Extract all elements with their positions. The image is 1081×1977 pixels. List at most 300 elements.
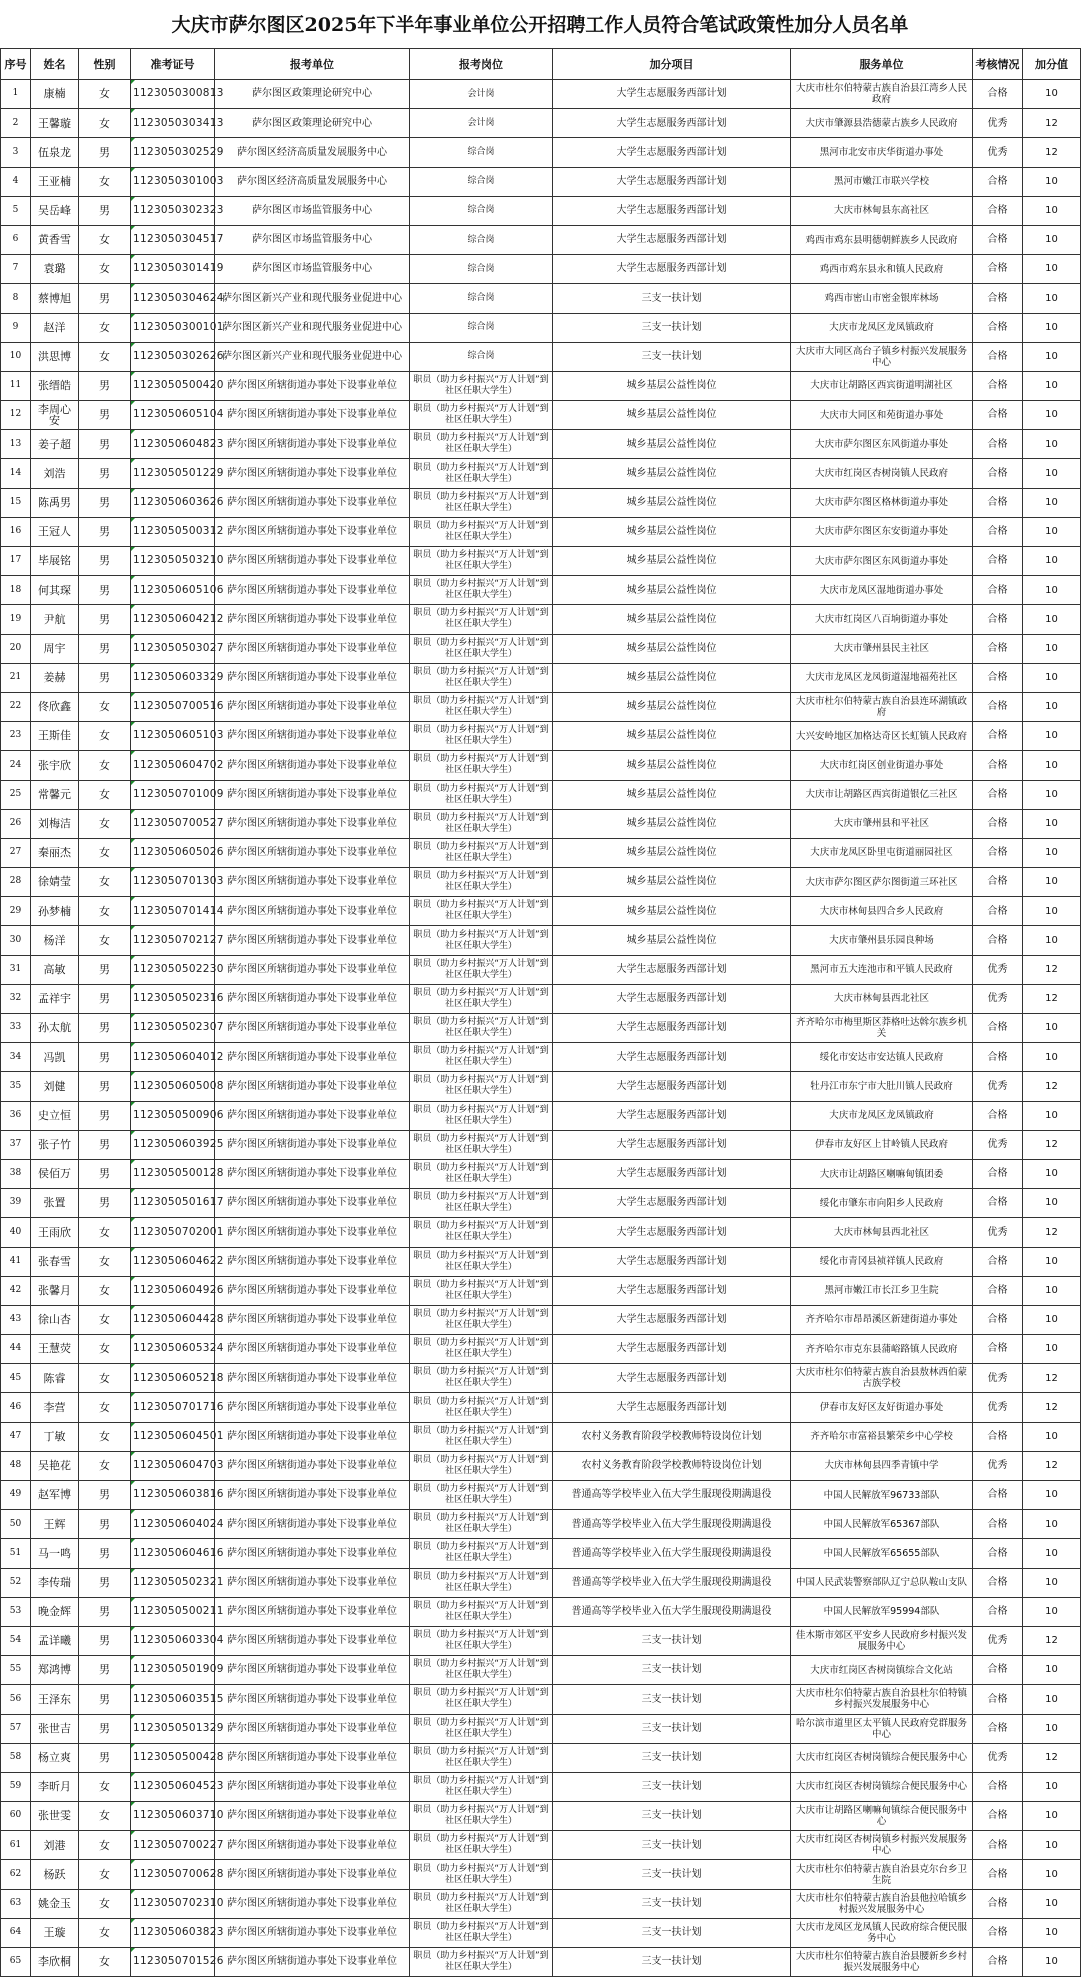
gender-cell: 男 xyxy=(79,663,131,692)
bonus-item-cell: 城乡基层公益性岗位 xyxy=(553,401,791,430)
table-row xyxy=(1,1043,1081,1072)
assessment-cell: 合格 xyxy=(973,1189,1023,1218)
service-unit-cell: 大庆市萨尔图区东安街道办事处 xyxy=(791,517,973,546)
name-cell: 张世雯 xyxy=(31,1802,79,1831)
gender-cell: 男 xyxy=(79,1130,131,1159)
table-row xyxy=(1,1014,1081,1043)
applied-post-cell: 职员（助力乡村振兴“万人计划”到社区任职大学生） xyxy=(410,1189,553,1218)
gender-cell: 女 xyxy=(79,1948,131,1977)
assessment-cell: 优秀 xyxy=(973,1072,1023,1101)
name-cell: 冯凯 xyxy=(31,1043,79,1072)
applied-post-cell: 职员（助力乡村振兴“万人计划”到社区任职大学生） xyxy=(410,1597,553,1626)
applied-unit-cell: 萨尔图区新兴产业和现代服务业促进中心 xyxy=(215,342,410,371)
name-cell: 尹航 xyxy=(31,605,79,634)
applied-post-cell: 职员（助力乡村振兴“万人计划”到社区任职大学生） xyxy=(410,459,553,488)
service-unit-cell: 大庆市红岗区杏树岗镇综合便民服务中心 xyxy=(791,1743,973,1772)
seq-cell: 64 xyxy=(1,1918,31,1947)
bonus-item-cell: 城乡基层公益性岗位 xyxy=(553,780,791,809)
name-cell: 赵军博 xyxy=(31,1481,79,1510)
table-row xyxy=(1,838,1081,867)
assessment-cell: 合格 xyxy=(973,1481,1023,1510)
service-unit-cell: 大庆市肇州县民主社区 xyxy=(791,634,973,663)
seq-cell: 53 xyxy=(1,1597,31,1626)
service-unit-cell: 鸡西市密山市密金银库林场 xyxy=(791,284,973,313)
bonus-item-cell: 城乡基层公益性岗位 xyxy=(553,868,791,897)
seq-cell: 30 xyxy=(1,926,31,955)
applied-unit-cell: 萨尔图区所辖街道办事处下设事业单位 xyxy=(215,517,410,546)
header-applied-unit: 报考单位 xyxy=(215,49,410,80)
exam-id-cell: 1123050604823 xyxy=(131,430,215,459)
applied-unit-cell: 萨尔图区所辖街道办事处下设事业单位 xyxy=(215,1831,410,1860)
assessment-cell: 合格 xyxy=(973,1335,1023,1364)
applied-unit-cell: 萨尔图区经济高质量发展服务中心 xyxy=(215,167,410,196)
exam-id-cell: 1123050605103 xyxy=(131,722,215,751)
table-row xyxy=(1,1481,1081,1510)
service-unit-cell: 大庆市杜尔伯特蒙古族自治县敖林西伯蒙古族学校 xyxy=(791,1364,973,1393)
name-cell: 秦丽杰 xyxy=(31,838,79,867)
seq-cell: 60 xyxy=(1,1802,31,1831)
bonus-value-cell: 10 xyxy=(1023,313,1081,342)
seq-cell: 25 xyxy=(1,780,31,809)
exam-id-cell: 1123050701526 xyxy=(131,1948,215,1977)
assessment-cell: 合格 xyxy=(973,459,1023,488)
service-unit-cell: 大庆市红岗区杏树岗镇人民政府 xyxy=(791,459,973,488)
bonus-item-cell: 农村义务教育阶段学校教师特设岗位计划 xyxy=(553,1422,791,1451)
exam-id-cell: 1123050300101 xyxy=(131,313,215,342)
service-unit-cell: 大庆市杜尔伯特蒙古族自治县他拉哈镇乡村振兴发展服务中心 xyxy=(791,1889,973,1918)
bonus-item-cell: 大学生志愿服务西部计划 xyxy=(553,1101,791,1130)
bonus-value-cell: 10 xyxy=(1023,1101,1081,1130)
exam-id-cell: 1123050701414 xyxy=(131,897,215,926)
bonus-item-cell: 大学生志愿服务西部计划 xyxy=(553,1305,791,1334)
applied-unit-cell: 萨尔图区所辖街道办事处下设事业单位 xyxy=(215,1130,410,1159)
table-row xyxy=(1,955,1081,984)
bonus-item-cell: 大学生志愿服务西部计划 xyxy=(553,109,791,138)
applied-post-cell: 职员（助力乡村振兴“万人计划”到社区任职大学生） xyxy=(410,1539,553,1568)
bonus-value-cell: 10 xyxy=(1023,1860,1081,1889)
bonus-item-cell: 城乡基层公益性岗位 xyxy=(553,722,791,751)
applied-post-cell: 职员（助力乡村振兴“万人计划”到社区任职大学生） xyxy=(410,1656,553,1685)
exam-id-cell: 1123050303413 xyxy=(131,109,215,138)
exam-id-cell: 1123050301419 xyxy=(131,255,215,284)
table-row xyxy=(1,1130,1081,1159)
applied-unit-cell: 萨尔图区所辖街道办事处下设事业单位 xyxy=(215,1889,410,1918)
exam-id-cell: 1123050700227 xyxy=(131,1831,215,1860)
table-row xyxy=(1,225,1081,254)
bonus-item-cell: 大学生志愿服务西部计划 xyxy=(553,984,791,1013)
bonus-item-cell: 城乡基层公益性岗位 xyxy=(553,751,791,780)
assessment-cell: 合格 xyxy=(973,780,1023,809)
exam-id-cell: 1123050500906 xyxy=(131,1101,215,1130)
table-row xyxy=(1,371,1081,400)
gender-cell: 女 xyxy=(79,313,131,342)
bonus-value-cell: 12 xyxy=(1023,955,1081,984)
bonus-value-cell: 12 xyxy=(1023,1393,1081,1422)
name-cell: 王璇 xyxy=(31,1918,79,1947)
assessment-cell: 合格 xyxy=(973,313,1023,342)
table-row xyxy=(1,605,1081,634)
service-unit-cell: 大庆市林甸县西北社区 xyxy=(791,984,973,1013)
service-unit-cell: 大庆市大同区高台子镇乡村振兴发展服务中心 xyxy=(791,342,973,371)
gender-cell: 女 xyxy=(79,1802,131,1831)
name-cell: 张置 xyxy=(31,1189,79,1218)
applied-unit-cell: 萨尔图区所辖街道办事处下设事业单位 xyxy=(215,1422,410,1451)
bonus-item-cell: 大学生志愿服务西部计划 xyxy=(553,1189,791,1218)
applied-post-cell: 职员（助力乡村振兴“万人计划”到社区任职大学生） xyxy=(410,517,553,546)
name-cell: 常馨元 xyxy=(31,780,79,809)
service-unit-cell: 大庆市杜尔伯特蒙古族自治县江湾乡人民政府 xyxy=(791,80,973,109)
exam-id-cell: 1123050604024 xyxy=(131,1510,215,1539)
service-unit-cell: 大庆市龙凤区湿地街道办事处 xyxy=(791,576,973,605)
bonus-value-cell: 10 xyxy=(1023,1510,1081,1539)
table-row xyxy=(1,1072,1081,1101)
bonus-value-cell: 10 xyxy=(1023,167,1081,196)
applied-unit-cell: 萨尔图区所辖街道办事处下设事业单位 xyxy=(215,1918,410,1947)
applied-unit-cell: 萨尔图区所辖街道办事处下设事业单位 xyxy=(215,1189,410,1218)
name-cell: 黄香雪 xyxy=(31,225,79,254)
name-cell: 张子竹 xyxy=(31,1130,79,1159)
exam-id-cell: 1123050502307 xyxy=(131,1014,215,1043)
assessment-cell: 合格 xyxy=(973,838,1023,867)
name-cell: 王雨欣 xyxy=(31,1218,79,1247)
gender-cell: 男 xyxy=(79,605,131,634)
applied-post-cell: 职员（助力乡村振兴“万人计划”到社区任职大学生） xyxy=(410,751,553,780)
table-row xyxy=(1,1626,1081,1655)
name-cell: 刘港 xyxy=(31,1831,79,1860)
applied-post-cell: 职员（助力乡村振兴“万人计划”到社区任职大学生） xyxy=(410,1014,553,1043)
name-cell: 李营 xyxy=(31,1393,79,1422)
service-unit-cell: 中国人民解放军65655部队 xyxy=(791,1539,973,1568)
applied-post-cell: 综合岗 xyxy=(410,167,553,196)
table-row xyxy=(1,167,1081,196)
seq-cell: 34 xyxy=(1,1043,31,1072)
table-row xyxy=(1,1889,1081,1918)
bonus-value-cell: 10 xyxy=(1023,1831,1081,1860)
assessment-cell: 优秀 xyxy=(973,109,1023,138)
assessment-cell: 合格 xyxy=(973,1948,1023,1977)
name-cell: 张世吉 xyxy=(31,1714,79,1743)
applied-unit-cell: 萨尔图区所辖街道办事处下设事业单位 xyxy=(215,663,410,692)
assessment-cell: 优秀 xyxy=(973,984,1023,1013)
bonus-item-cell: 三支一扶计划 xyxy=(553,1889,791,1918)
seq-cell: 65 xyxy=(1,1948,31,1977)
applied-unit-cell: 萨尔图区市场监管服务中心 xyxy=(215,196,410,225)
bonus-value-cell: 10 xyxy=(1023,1772,1081,1801)
assessment-cell: 合格 xyxy=(973,1247,1023,1276)
table-row xyxy=(1,1335,1081,1364)
service-unit-cell: 大庆市红岗区杏树岗镇综合便民服务中心 xyxy=(791,1772,973,1801)
bonus-item-cell: 城乡基层公益性岗位 xyxy=(553,605,791,634)
service-unit-cell: 黑河市北安市庆华街道办事处 xyxy=(791,138,973,167)
bonus-value-cell: 10 xyxy=(1023,225,1081,254)
bonus-item-cell: 城乡基层公益性岗位 xyxy=(553,838,791,867)
table-row xyxy=(1,1218,1081,1247)
gender-cell: 男 xyxy=(79,1656,131,1685)
bonus-value-cell: 10 xyxy=(1023,1159,1081,1188)
gender-cell: 男 xyxy=(79,1597,131,1626)
service-unit-cell: 大庆市肇州县乐园良种场 xyxy=(791,926,973,955)
applied-post-cell: 职员（助力乡村振兴“万人计划”到社区任职大学生） xyxy=(410,1335,553,1364)
exam-id-cell: 1123050604428 xyxy=(131,1305,215,1334)
bonus-item-cell: 普通高等学校毕业入伍大学生服现役期满退役 xyxy=(553,1539,791,1568)
applied-unit-cell: 萨尔图区所辖街道办事处下设事业单位 xyxy=(215,926,410,955)
applied-post-cell: 职员（助力乡村振兴“万人计划”到社区任职大学生） xyxy=(410,722,553,751)
seq-cell: 59 xyxy=(1,1772,31,1801)
applied-unit-cell: 萨尔图区所辖街道办事处下设事业单位 xyxy=(215,1101,410,1130)
gender-cell: 男 xyxy=(79,430,131,459)
gender-cell: 女 xyxy=(79,1422,131,1451)
bonus-value-cell: 10 xyxy=(1023,1948,1081,1977)
service-unit-cell: 大庆市让胡路区喇嘛甸镇综合便民服务中心 xyxy=(791,1802,973,1831)
name-cell: 王斯佳 xyxy=(31,722,79,751)
table-row xyxy=(1,80,1081,109)
assessment-cell: 合格 xyxy=(973,1101,1023,1130)
exam-id-cell: 1123050700628 xyxy=(131,1860,215,1889)
exam-id-cell: 1123050701009 xyxy=(131,780,215,809)
assessment-cell: 合格 xyxy=(973,284,1023,313)
service-unit-cell: 黑河市嫩江市联兴学校 xyxy=(791,167,973,196)
service-unit-cell: 大庆市萨尔图区东风街道办事处 xyxy=(791,547,973,576)
exam-id-cell: 1123050603515 xyxy=(131,1685,215,1714)
name-cell: 伍泉龙 xyxy=(31,138,79,167)
name-cell: 姜赫 xyxy=(31,663,79,692)
applied-post-cell: 职员（助力乡村振兴“万人计划”到社区任职大学生） xyxy=(410,1626,553,1655)
name-cell: 袁璐 xyxy=(31,255,79,284)
bonus-item-cell: 三支一扶计划 xyxy=(553,1860,791,1889)
table-row xyxy=(1,196,1081,225)
exam-id-cell: 1123050605026 xyxy=(131,838,215,867)
bonus-value-cell: 10 xyxy=(1023,401,1081,430)
table-row xyxy=(1,663,1081,692)
bonus-item-cell: 大学生志愿服务西部计划 xyxy=(553,1393,791,1422)
bonus-item-cell: 大学生志愿服务西部计划 xyxy=(553,1043,791,1072)
exam-id-cell: 1123050605106 xyxy=(131,576,215,605)
bonus-item-cell: 三支一扶计划 xyxy=(553,342,791,371)
applied-post-cell: 综合岗 xyxy=(410,196,553,225)
table-row xyxy=(1,284,1081,313)
bonus-item-cell: 城乡基层公益性岗位 xyxy=(553,926,791,955)
exam-id-cell: 1123050604212 xyxy=(131,605,215,634)
applied-post-cell: 职员（助力乡村振兴“万人计划”到社区任职大学生） xyxy=(410,430,553,459)
service-unit-cell: 大庆市龙凤区卧里屯街道丽园社区 xyxy=(791,838,973,867)
name-cell: 吴艳花 xyxy=(31,1451,79,1480)
service-unit-cell: 中国人民解放军95994部队 xyxy=(791,1597,973,1626)
seq-cell: 49 xyxy=(1,1481,31,1510)
seq-cell: 14 xyxy=(1,459,31,488)
service-unit-cell: 黑河市嫩江市长江乡卫生院 xyxy=(791,1276,973,1305)
bonus-value-cell: 10 xyxy=(1023,430,1081,459)
gender-cell: 男 xyxy=(79,1481,131,1510)
table-row xyxy=(1,722,1081,751)
seq-cell: 46 xyxy=(1,1393,31,1422)
seq-cell: 44 xyxy=(1,1335,31,1364)
gender-cell: 男 xyxy=(79,459,131,488)
applied-post-cell: 职员（助力乡村振兴“万人计划”到社区任职大学生） xyxy=(410,371,553,400)
assessment-cell: 合格 xyxy=(973,225,1023,254)
applied-unit-cell: 萨尔图区所辖街道办事处下设事业单位 xyxy=(215,547,410,576)
bonus-value-cell: 10 xyxy=(1023,1481,1081,1510)
bonus-value-cell: 10 xyxy=(1023,1918,1081,1947)
bonus-item-cell: 大学生志愿服务西部计划 xyxy=(553,1218,791,1247)
service-unit-cell: 绥化市青冈县祯祥镇人民政府 xyxy=(791,1247,973,1276)
exam-id-cell: 1123050603925 xyxy=(131,1130,215,1159)
assessment-cell: 合格 xyxy=(973,1510,1023,1539)
gender-cell: 男 xyxy=(79,1043,131,1072)
seq-cell: 18 xyxy=(1,576,31,605)
name-cell: 佟欣鑫 xyxy=(31,692,79,721)
seq-cell: 4 xyxy=(1,167,31,196)
exam-id-cell: 1123050502321 xyxy=(131,1568,215,1597)
applied-unit-cell: 萨尔图区所辖街道办事处下设事业单位 xyxy=(215,868,410,897)
assessment-cell: 优秀 xyxy=(973,1743,1023,1772)
gender-cell: 男 xyxy=(79,371,131,400)
applied-unit-cell: 萨尔图区所辖街道办事处下设事业单位 xyxy=(215,1451,410,1480)
name-cell: 晚金辉 xyxy=(31,1597,79,1626)
gender-cell: 女 xyxy=(79,926,131,955)
gender-cell: 男 xyxy=(79,1014,131,1043)
header-bonus-item: 加分项目 xyxy=(553,49,791,80)
applied-post-cell: 职员（助力乡村振兴“万人计划”到社区任职大学生） xyxy=(410,488,553,517)
table-row xyxy=(1,1685,1081,1714)
name-cell: 毕展铭 xyxy=(31,547,79,576)
gender-cell: 男 xyxy=(79,1626,131,1655)
seq-cell: 61 xyxy=(1,1831,31,1860)
gender-cell: 女 xyxy=(79,809,131,838)
assessment-cell: 合格 xyxy=(973,371,1023,400)
bonus-item-cell: 三支一扶计划 xyxy=(553,1714,791,1743)
gender-cell: 女 xyxy=(79,780,131,809)
bonus-item-cell: 大学生志愿服务西部计划 xyxy=(553,1364,791,1393)
seq-cell: 3 xyxy=(1,138,31,167)
service-unit-cell: 中国人民解放军96733部队 xyxy=(791,1481,973,1510)
gender-cell: 女 xyxy=(79,80,131,109)
exam-id-cell: 1123050500312 xyxy=(131,517,215,546)
bonus-item-cell: 三支一扶计划 xyxy=(553,1626,791,1655)
applied-unit-cell: 萨尔图区所辖街道办事处下设事业单位 xyxy=(215,371,410,400)
seq-cell: 12 xyxy=(1,401,31,430)
exam-id-cell: 1123050304517 xyxy=(131,225,215,254)
seq-cell: 21 xyxy=(1,663,31,692)
applied-post-cell: 职员（助力乡村振兴“万人计划”到社区任职大学生） xyxy=(410,1159,553,1188)
bonus-item-cell: 城乡基层公益性岗位 xyxy=(553,663,791,692)
name-cell: 陈睿 xyxy=(31,1364,79,1393)
table-header-row xyxy=(1,49,1081,80)
applied-post-cell: 职员（助力乡村振兴“万人计划”到社区任职大学生） xyxy=(410,547,553,576)
gender-cell: 女 xyxy=(79,167,131,196)
bonus-value-cell: 10 xyxy=(1023,196,1081,225)
table-row xyxy=(1,1189,1081,1218)
applied-unit-cell: 萨尔图区新兴产业和现代服务业促进中心 xyxy=(215,284,410,313)
applied-post-cell: 综合岗 xyxy=(410,138,553,167)
gender-cell: 女 xyxy=(79,1218,131,1247)
bonus-value-cell: 10 xyxy=(1023,634,1081,663)
bonus-value-cell: 10 xyxy=(1023,868,1081,897)
assessment-cell: 合格 xyxy=(973,401,1023,430)
seq-cell: 16 xyxy=(1,517,31,546)
applied-unit-cell: 萨尔图区所辖街道办事处下设事业单位 xyxy=(215,1364,410,1393)
assessment-cell: 优秀 xyxy=(973,955,1023,984)
name-cell: 孟详曦 xyxy=(31,1626,79,1655)
gender-cell: 男 xyxy=(79,1568,131,1597)
bonus-item-cell: 三支一扶计划 xyxy=(553,1772,791,1801)
assessment-cell: 合格 xyxy=(973,1831,1023,1860)
applied-post-cell: 职员（助力乡村振兴“万人计划”到社区任职大学生） xyxy=(410,1510,553,1539)
applied-unit-cell: 萨尔图区经济高质量发展服务中心 xyxy=(215,138,410,167)
bonus-item-cell: 大学生志愿服务西部计划 xyxy=(553,196,791,225)
exam-id-cell: 1123050503210 xyxy=(131,547,215,576)
seq-cell: 2 xyxy=(1,109,31,138)
assessment-cell: 优秀 xyxy=(973,1626,1023,1655)
exam-id-cell: 1123050500428 xyxy=(131,1743,215,1772)
seq-cell: 20 xyxy=(1,634,31,663)
bonus-item-cell: 普通高等学校毕业入伍大学生服现役期满退役 xyxy=(553,1481,791,1510)
applied-post-cell: 职员（助力乡村振兴“万人计划”到社区任职大学生） xyxy=(410,984,553,1013)
name-cell: 马一鸣 xyxy=(31,1539,79,1568)
bonus-value-cell: 10 xyxy=(1023,1714,1081,1743)
service-unit-cell: 齐齐哈尔市富裕县繁荣乡中心学校 xyxy=(791,1422,973,1451)
applied-post-cell: 综合岗 xyxy=(410,284,553,313)
applied-unit-cell: 萨尔图区所辖街道办事处下设事业单位 xyxy=(215,1685,410,1714)
gender-cell: 女 xyxy=(79,1276,131,1305)
exam-id-cell: 1123050502316 xyxy=(131,984,215,1013)
applied-unit-cell: 萨尔图区所辖街道办事处下设事业单位 xyxy=(215,1043,410,1072)
gender-cell: 女 xyxy=(79,225,131,254)
service-unit-cell: 哈尔滨市道里区太平镇人民政府党群服务中心 xyxy=(791,1714,973,1743)
name-cell: 侯佰万 xyxy=(31,1159,79,1188)
assessment-cell: 合格 xyxy=(973,1714,1023,1743)
header-seq: 序号 xyxy=(1,49,31,80)
service-unit-cell: 大庆市红岗区创业街道办事处 xyxy=(791,751,973,780)
exam-id-cell: 1123050603823 xyxy=(131,1918,215,1947)
applied-post-cell: 综合岗 xyxy=(410,255,553,284)
service-unit-cell: 大庆市龙凤区龙凤镇政府 xyxy=(791,1101,973,1130)
table-row xyxy=(1,1422,1081,1451)
seq-cell: 28 xyxy=(1,868,31,897)
seq-cell: 8 xyxy=(1,284,31,313)
bonus-value-cell: 10 xyxy=(1023,1276,1081,1305)
gender-cell: 男 xyxy=(79,1714,131,1743)
assessment-cell: 合格 xyxy=(973,488,1023,517)
exam-id-cell: 1123050604523 xyxy=(131,1772,215,1801)
name-cell: 姚金玉 xyxy=(31,1889,79,1918)
service-unit-cell: 中国人民武装警察部队辽宁总队鞍山支队 xyxy=(791,1568,973,1597)
bonus-value-cell: 10 xyxy=(1023,80,1081,109)
table-row xyxy=(1,984,1081,1013)
seq-cell: 5 xyxy=(1,196,31,225)
bonus-item-cell: 大学生志愿服务西部计划 xyxy=(553,1014,791,1043)
service-unit-cell: 大庆市让胡路区西宾街道明湖社区 xyxy=(791,371,973,400)
applied-unit-cell: 萨尔图区所辖街道办事处下设事业单位 xyxy=(215,1481,410,1510)
name-cell: 康楠 xyxy=(31,80,79,109)
applied-unit-cell: 萨尔图区所辖街道办事处下设事业单位 xyxy=(215,722,410,751)
seq-cell: 62 xyxy=(1,1860,31,1889)
applied-unit-cell: 萨尔图区所辖街道办事处下设事业单位 xyxy=(215,488,410,517)
service-unit-cell: 大庆市林甸县西北社区 xyxy=(791,1218,973,1247)
exam-id-cell: 1123050604926 xyxy=(131,1276,215,1305)
service-unit-cell: 大庆市林甸县四合乡人民政府 xyxy=(791,897,973,926)
gender-cell: 男 xyxy=(79,1685,131,1714)
name-cell: 姜子超 xyxy=(31,430,79,459)
assessment-cell: 优秀 xyxy=(973,1393,1023,1422)
gender-cell: 男 xyxy=(79,955,131,984)
name-cell: 孙太航 xyxy=(31,1014,79,1043)
table-row xyxy=(1,1831,1081,1860)
bonus-item-cell: 普通高等学校毕业入伍大学生服现役期满退役 xyxy=(553,1568,791,1597)
bonus-item-cell: 大学生志愿服务西部计划 xyxy=(553,1159,791,1188)
service-unit-cell: 大庆市林甸县东高社区 xyxy=(791,196,973,225)
gender-cell: 男 xyxy=(79,1072,131,1101)
bonus-value-cell: 10 xyxy=(1023,488,1081,517)
